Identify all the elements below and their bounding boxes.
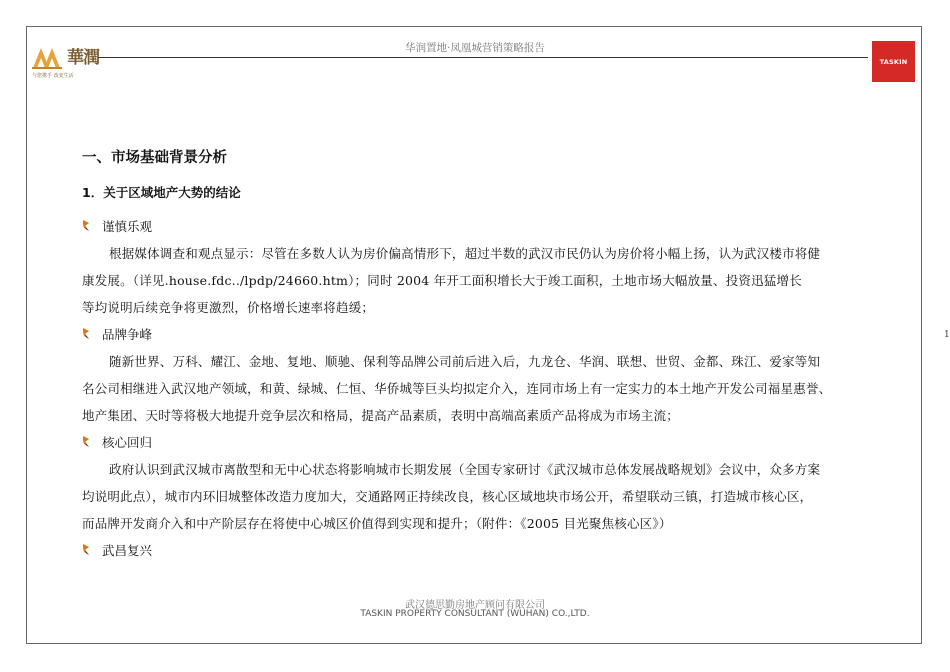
header-divider bbox=[98, 57, 868, 58]
taskin-logo: TASKIN bbox=[872, 41, 915, 82]
paragraph-line: 康发展。（详见.house.fdc../lpdp/24660.htm）；同时 2004 年开工面积增长大于竣工面积，土地市场大幅放量、投资迅猛增长 bbox=[82, 273, 802, 288]
paragraph-line: 名公司相继进入武汉地产领域，和黄、绿城、仁恒、华侨城等巨头均拟定介入，连同市场上有一定实力的本土地产开发公司福星惠誉、 bbox=[82, 381, 832, 396]
page-number: 1 bbox=[944, 330, 950, 340]
paragraph-line: 随新世界、万科、耀江、金地、复地、顺驰、保利等品牌公司前后进入后，九龙仓、华润、联想、世贸、金都、珠江、爱家等知 bbox=[109, 354, 821, 369]
arrow-bullet-icon bbox=[82, 328, 90, 340]
bullet-label: 武昌复兴 bbox=[102, 543, 153, 558]
bullet-label: 谨慎乐观 bbox=[102, 219, 153, 234]
logo-slogan: 与您携手 改变生活 bbox=[32, 73, 74, 79]
paragraph-line: 根据媒体调查和观点显示：尽管在多数人认为房价偏高情形下，超过半数的武汉市民仍认为房价将小幅上扬，认为武汉楼市将健 bbox=[109, 246, 821, 261]
logo-characters: 華潤 bbox=[67, 48, 99, 68]
arrow-bullet-icon bbox=[82, 436, 90, 448]
section-title: 一、市场基础背景分析 bbox=[82, 150, 227, 166]
page-frame bbox=[26, 26, 922, 644]
arrow-bullet-icon bbox=[82, 220, 90, 232]
paragraph-line: 等均说明后续竞争将更激烈，价格增长速率将趋缓； bbox=[82, 300, 375, 315]
bullet-label: 品牌争峰 bbox=[102, 327, 153, 342]
footer-company-cn: 武汉德思勤房地产顾问有限公司 bbox=[405, 600, 545, 611]
document-header-title: 华润置地·凤凰城营销策略报告 bbox=[405, 42, 545, 54]
bullet-label: 核心回归 bbox=[102, 435, 153, 450]
paragraph-line: 均说明此点），城市内环旧城整体改造力度加大，交通路网正持续改良，核心区域地块市场公开，希望联动三镇，打造城市核心区， bbox=[82, 489, 813, 504]
paragraph-line: 地产集团、天时等将极大地提升竞争层次和格局，提高产品素质，表明中高端高素质产品将成为市场主流； bbox=[82, 408, 679, 423]
footer-company-en: TASKIN PROPERTY CONSULTANT (WUHAN) CO.,LTD. bbox=[360, 609, 590, 619]
paragraph-line: 而品牌开发商介入和中产阶层存在将使中心城区价值得到实现和提升；（附件：《2005 目光聚焦核心区》） bbox=[82, 516, 672, 531]
arrow-bullet-icon bbox=[82, 544, 90, 556]
subsection-title: 1．关于区域地产大势的结论 bbox=[82, 185, 241, 200]
paragraph-line: 政府认识到武汉城市离散型和无中心状态将影响城市长期发展（全国专家研讨《武汉城市总体发展战略规划》会议中，众多方案 bbox=[109, 462, 821, 477]
